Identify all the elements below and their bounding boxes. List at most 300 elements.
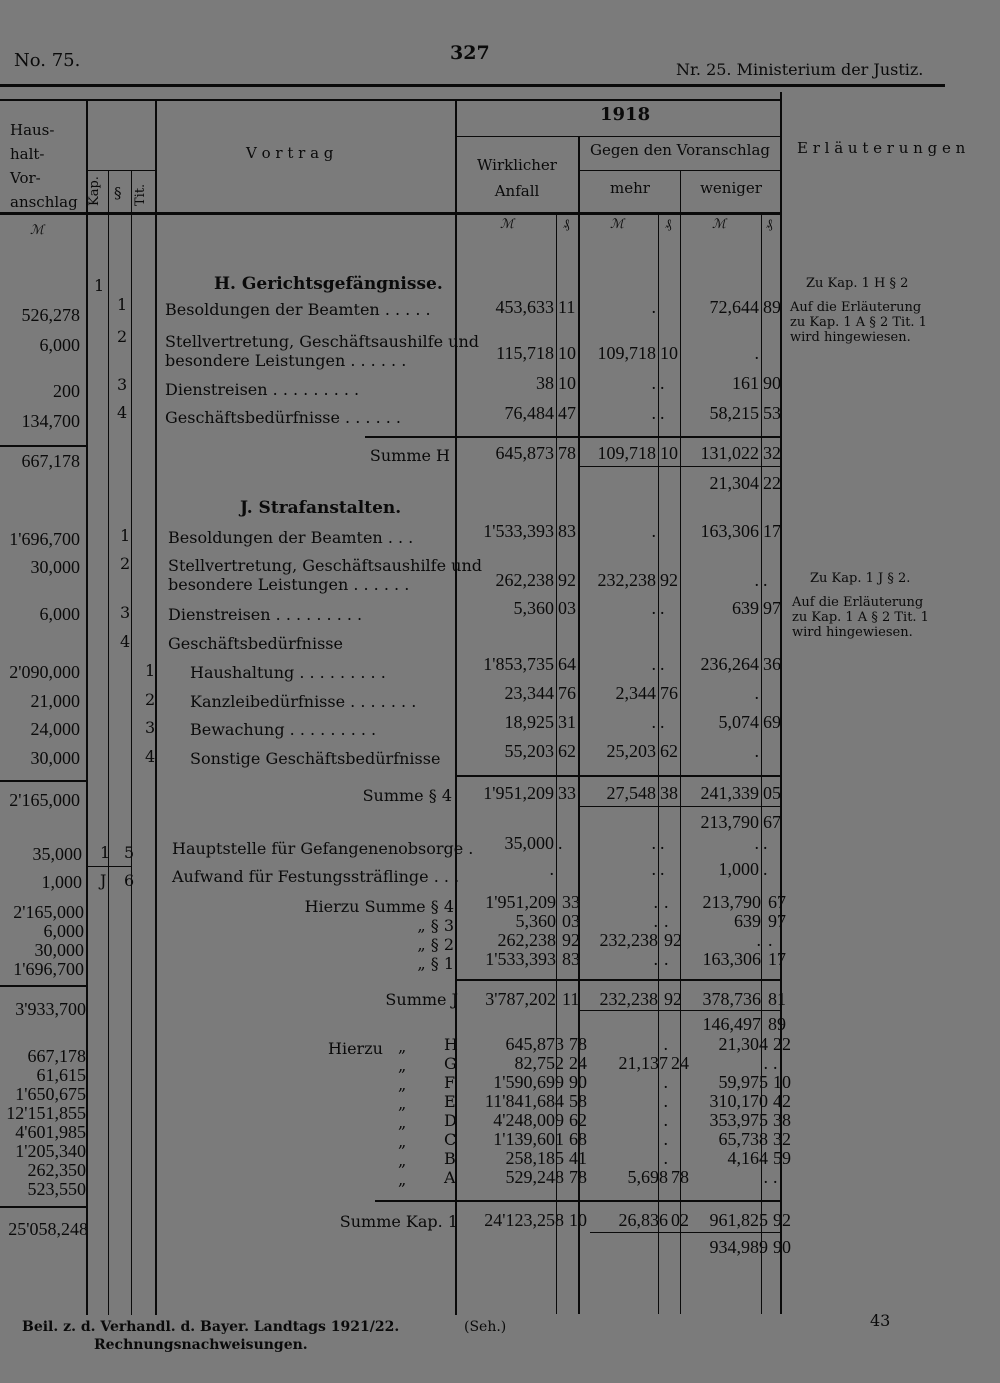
row-less-pf: . [773, 1053, 778, 1073]
row-less: . [754, 741, 759, 761]
sum-h-net-rule [580, 466, 782, 467]
sum4-actual: 1'951,209 [483, 783, 554, 803]
row-less-pf: 42 [773, 1091, 791, 1111]
row-less: 65,738 [718, 1129, 768, 1149]
sum-h-actual: 645,873 [495, 443, 554, 463]
row-paragraph: 1 [117, 295, 128, 314]
row-text: Haushaltung . . . . . . . . . [190, 663, 386, 682]
row-less-pf: 38 [773, 1110, 791, 1130]
sum-h-net: 21,304 [709, 473, 759, 493]
row-actual-pf: 76 [558, 683, 576, 703]
row-less: 59,975 [718, 1072, 768, 1092]
row-actual-pf: 62 [569, 1110, 587, 1130]
row-text: Geschäftsbedürfnisse . . . . . . [165, 408, 401, 427]
more-header: mehr [610, 179, 650, 197]
row-text: Geschäftsbedürfnisse [168, 634, 343, 653]
kap-header-rule [88, 170, 155, 171]
row-more: . [651, 297, 656, 317]
row-actual: 38 [536, 373, 554, 393]
row-actual: 23,344 [504, 683, 554, 703]
row-more: 109,718 [597, 343, 656, 363]
row-more-pf: . [660, 654, 665, 674]
row-more-pf: . [660, 833, 665, 853]
sum-j-more-pf: 92 [664, 989, 682, 1009]
document-number: No. 75. [14, 50, 81, 71]
row-more-pf: 92 [660, 570, 678, 590]
row-more-pf: 78 [671, 1167, 689, 1187]
sum4-rule [455, 775, 782, 777]
row-actual-pf: 31 [558, 712, 576, 732]
row-less: 5,074 [718, 712, 759, 732]
row-actual: 115,718 [496, 343, 554, 363]
sum-j-budget: 3'933,700 [15, 999, 86, 1019]
sum-h-net-pf: 22 [763, 473, 781, 493]
row-less: 4,164 [727, 1148, 768, 1168]
sum-j-net-rule [580, 1010, 782, 1011]
row-less: 58,215 [709, 403, 759, 423]
row-actual-pf: 64 [558, 654, 576, 674]
row-actual: 5,360 [515, 911, 556, 931]
row-less: . [754, 343, 759, 363]
row-less: 639 [732, 598, 759, 618]
row-more-pf: . [664, 949, 669, 969]
unit-pf: ₰ [766, 217, 773, 232]
row-text: Dienstreisen . . . . . . . . . [168, 605, 363, 624]
row-more: . [653, 949, 658, 969]
row-more: 2,344 [615, 683, 656, 703]
row-more-pf: 10 [660, 343, 678, 363]
row-more: 232,238 [597, 570, 656, 590]
row-kap: J [100, 871, 107, 890]
recap-quote: „ [398, 1056, 407, 1075]
recap-letter: H [444, 1035, 458, 1054]
row-paragraph: 5 [124, 843, 135, 862]
row-actual-pf: 83 [562, 949, 580, 969]
row-kap: 1 [100, 843, 111, 862]
sum4-net: 213,790 [700, 812, 759, 832]
row-more: . [651, 373, 656, 393]
row-more: . [651, 521, 656, 541]
row-less-pf: 69 [763, 712, 781, 732]
header-rule [0, 99, 782, 101]
row-actual: 1'533,393 [485, 949, 556, 969]
actual-header: Wirklicher Anfall [477, 156, 557, 200]
col-rule-kap [108, 170, 109, 1315]
page-number: 327 [450, 42, 490, 64]
row-actual-pf: 33 [562, 892, 580, 912]
row-actual: 5,360 [513, 598, 554, 618]
row-budget: 6,000 [39, 335, 80, 355]
tit-header: Tit. [133, 183, 148, 206]
row-budget: 6,000 [43, 921, 84, 941]
sum-h-less: 131,022 [700, 443, 759, 463]
footer-subtitle: Rechnungsnachweisungen. [94, 1337, 308, 1353]
row-budget: 30,000 [30, 748, 80, 768]
sum-j-less: 378,736 [702, 989, 761, 1009]
row-less-pf: 17 [763, 521, 781, 541]
sum-h-rule [365, 436, 782, 438]
recap-letter: C [444, 1130, 457, 1149]
row-budget: 1'650,675 [15, 1084, 86, 1104]
row-less: 213,790 [702, 892, 761, 912]
row-less-pf: 32 [773, 1129, 791, 1149]
sum-kap-rule-budget [0, 1206, 86, 1208]
row-budget: 12'151,855 [6, 1103, 86, 1123]
row-paragraph: 2 [117, 327, 128, 346]
row-text: Stellvertretung, Geschäftsaushilfe und besondere Leistungen . . . . . . [168, 556, 482, 594]
row-less: 639 [734, 911, 761, 931]
row-actual-pf: 78 [569, 1167, 587, 1187]
sum-kap-less: 961,825 [709, 1210, 768, 1230]
row-more-pf: 24 [671, 1053, 689, 1073]
recap-letter: A [444, 1168, 456, 1187]
row-actual: 453,633 [495, 297, 554, 317]
recap-quote: „ [398, 1094, 407, 1113]
recap-quote: „ [398, 1037, 407, 1056]
recap-quote: „ [398, 1113, 407, 1132]
row-actual-pf: 03 [558, 598, 576, 618]
recap-letter: D [444, 1111, 457, 1130]
sum4-less-pf: 05 [763, 783, 781, 803]
sum-h-more-pf: 10 [660, 443, 678, 463]
sum-kap-budget: 25'058,248 [8, 1219, 88, 1239]
row-budget: 2'165,000 [13, 902, 84, 922]
row-more-pf: . [664, 911, 669, 931]
row-budget: 4'601,985 [15, 1122, 86, 1142]
row-actual-pf: 10 [558, 373, 576, 393]
unit-mark: ℳ [712, 217, 726, 232]
row-more: . [653, 892, 658, 912]
par-header: § [114, 184, 122, 202]
recap-letter: G [444, 1054, 457, 1073]
row-actual: 82,752 [514, 1053, 564, 1073]
row-actual-pf: 47 [558, 403, 576, 423]
row-paragraph: 1 [120, 526, 131, 545]
recap-quote: „ [398, 1151, 407, 1170]
sum-kap-actual: 24'123,258 [484, 1210, 564, 1230]
sum-j-rule [455, 979, 782, 981]
sum4-rule-budget [0, 780, 86, 782]
row-less: 1,000 [718, 859, 759, 879]
row-less: 72,644 [709, 297, 759, 317]
row-budget: 21,000 [30, 691, 80, 711]
sum-kap-less-pf: 92 [773, 1210, 791, 1230]
note-h-body: Auf die Erläuterung zu Kap. 1 A § 2 Tit. 1 wird hingewiesen. [790, 300, 927, 345]
row-less-pf: 59 [773, 1148, 791, 1168]
year-rule [455, 136, 780, 137]
col-rule-budget [86, 100, 88, 1315]
sum4-more: 27,548 [606, 783, 656, 803]
sum-kap-rule [375, 1200, 782, 1202]
note-j-title: Zu Kap. 1 J § 2. [810, 571, 911, 586]
sum-j-more: 232,238 [599, 989, 658, 1009]
sum-kap-more: 26,836 [618, 1210, 668, 1230]
kapitel-hierzu: Hierzu [328, 1039, 383, 1058]
row-more-pf: 62 [660, 741, 678, 761]
row-more: 21,137 [618, 1053, 668, 1073]
row-actual-pf: 68 [569, 1129, 587, 1149]
row-more: . [651, 598, 656, 618]
sum-kap-label: Summe Kap. 1 [339, 1212, 458, 1231]
recap-letter: F [444, 1073, 456, 1092]
sum-j-rule-budget [0, 985, 86, 987]
row-more-pf: . [660, 403, 665, 423]
vs-budget-header: Gegen den Voranschlag [589, 141, 771, 159]
row-text: Stellvertretung, Geschäftsaushilfe und besondere Leistungen . . . . . . [165, 332, 479, 370]
row-actual-pf: 78 [569, 1034, 587, 1054]
row-actual-pf: 10 [558, 343, 576, 363]
row-less-pf: 22 [773, 1034, 791, 1054]
row-more-pf: . [660, 373, 665, 393]
row-text: Dienstreisen . . . . . . . . . [165, 380, 360, 399]
sum-j-label: Summe J [385, 990, 458, 1009]
row-less-pf: . [763, 833, 768, 853]
row-budget: 30,000 [30, 557, 80, 577]
unit-mark: ℳ [30, 223, 44, 238]
note-h-title: Zu Kap. 1 H § 2 [806, 276, 909, 291]
row-text: Aufwand für Festungssträflinge . . . [172, 867, 460, 886]
row-less: . [763, 1053, 768, 1073]
row-more: . [663, 1034, 668, 1054]
row-less-pf: 53 [763, 403, 781, 423]
row-less-pf: . [763, 570, 768, 590]
row-title-number: 3 [145, 718, 156, 737]
row-more: . [651, 654, 656, 674]
row-actual-pf: 90 [569, 1072, 587, 1092]
row-actual: 18,925 [504, 712, 554, 732]
row-budget: 200 [53, 381, 80, 401]
row-actual: 1'139,601 [493, 1129, 564, 1149]
row-less-pf: . [763, 859, 768, 879]
row-actual: 645,873 [505, 1034, 564, 1054]
row-actual: 11'841,684 [484, 1091, 564, 1111]
row-paragraph: 2 [120, 554, 131, 573]
kap-j-rule [88, 866, 131, 867]
row-less-pf: 90 [763, 373, 781, 393]
col-rule-par [131, 170, 132, 1315]
row-less: 161 [732, 373, 759, 393]
row-budget: 6,000 [39, 604, 80, 624]
row-less: . [754, 570, 759, 590]
row-more-pf: . [660, 859, 665, 879]
sum4-net-rule [580, 806, 782, 807]
row-actual: 262,238 [495, 570, 554, 590]
footer-sheet-number: 43 [870, 1311, 891, 1330]
row-budget: 667,178 [27, 1046, 86, 1066]
sum-j-net-pf: 89 [768, 1014, 786, 1034]
unit-pf: ₰ [665, 217, 672, 232]
section-h-title: H. Gerichtsgefängnisse. [214, 274, 443, 294]
row-paragraph: 6 [124, 871, 135, 890]
row-less: . [754, 833, 759, 853]
row-budget: 1'696,700 [13, 959, 84, 979]
row-actual: 1'590,699 [493, 1072, 564, 1092]
less-header: weniger [700, 179, 762, 197]
row-more: 25,203 [606, 741, 656, 761]
row-title-number: 4 [145, 747, 156, 766]
sum-j-actual: 3'787,202 [485, 989, 556, 1009]
row-text: Hauptstelle für Gefangenenobsorge . [172, 839, 474, 858]
row-less: . [754, 683, 759, 703]
unit-pf: ₰ [563, 217, 570, 232]
sum-kap-actual-pf: 10 [569, 1210, 587, 1230]
row-title-number: 1 [145, 661, 156, 680]
row-actual: 262,238 [497, 930, 556, 950]
chapter-title: Nr. 25. Ministerium der Justiz. [676, 60, 924, 79]
row-text: Besoldungen der Beamten . . . [168, 528, 414, 547]
row-less-pf: 36 [763, 654, 781, 674]
row-actual-pf: 41 [569, 1148, 587, 1168]
row-more: . [651, 859, 656, 879]
sum4-net-pf: 67 [763, 812, 781, 832]
row-actual: . [549, 859, 554, 879]
sum-kap-net: 934,989 [709, 1237, 768, 1257]
row-less-pf: 89 [763, 297, 781, 317]
row-budget: 35,000 [32, 844, 82, 864]
sum-h-rule-budget [0, 445, 86, 447]
row-budget: 30,000 [34, 940, 84, 960]
row-more-pf: . [664, 892, 669, 912]
row-actual-pf: 92 [562, 930, 580, 950]
sum-kap-more-pf: 02 [671, 1210, 689, 1230]
row-less-pf: 97 [768, 911, 786, 931]
sum-h-label: Summe H [369, 446, 450, 465]
note-j-body: Auf die Erläuterung zu Kap. 1 A § 2 Tit. 1 wird hingewiesen. [792, 595, 929, 640]
row-less: . [756, 930, 761, 950]
recap-label: „ § 1 [417, 954, 454, 973]
footer-source: Beil. z. d. Verhandl. d. Bayer. Landtags 1921/22. [22, 1319, 400, 1335]
row-more: . [651, 712, 656, 732]
row-actual-pf: 92 [558, 570, 576, 590]
row-actual-pf: 83 [558, 521, 576, 541]
row-more-pf: 76 [660, 683, 678, 703]
col-rule-tit [155, 100, 157, 1315]
col-rule-more [680, 170, 681, 1314]
row-more: . [651, 833, 656, 853]
top-rule [0, 84, 945, 87]
row-more-pf: 92 [664, 930, 682, 950]
row-text: Bewachung . . . . . . . . . [190, 720, 377, 739]
sum4-label: Summe § 4 [362, 786, 452, 805]
kap-header: Kap. [87, 176, 102, 206]
row-paragraph: 4 [120, 632, 131, 651]
recap-letter: B [444, 1149, 456, 1168]
recap-quote: „ [398, 1170, 407, 1189]
row-paragraph: 4 [117, 403, 128, 422]
row-less-pf: 97 [763, 598, 781, 618]
recap-quote: „ [398, 1075, 407, 1094]
sum-h-less-pf: 32 [763, 443, 781, 463]
row-less: 310,170 [709, 1091, 768, 1111]
row-less: 163,306 [700, 521, 759, 541]
row-more: . [663, 1148, 668, 1168]
sum-h-actual-pf: 78 [558, 443, 576, 463]
row-actual: 35,000 [504, 833, 554, 853]
row-less-pf: . [773, 1167, 778, 1187]
row-budget: 2'090,000 [9, 662, 80, 682]
row-less: . [763, 1167, 768, 1187]
row-more-pf: . [660, 598, 665, 618]
row-budget: 523,550 [27, 1179, 86, 1199]
unit-mark: ℳ [500, 217, 514, 232]
row-actual-pf: 03 [562, 911, 580, 931]
row-less: 353,975 [709, 1110, 768, 1130]
row-text: Sonstige Geschäftsbedürfnisse [190, 749, 441, 768]
row-more: . [663, 1091, 668, 1111]
year-header: 1918 [600, 104, 651, 125]
row-actual: 1'951,209 [485, 892, 556, 912]
row-budget: 1'205,340 [15, 1141, 86, 1161]
row-more: . [663, 1072, 668, 1092]
kap-number: 1 [94, 276, 105, 295]
recap-label: Hierzu Summe § 4 [304, 897, 454, 916]
header-bottom-rule [0, 212, 782, 215]
sum4-more-pf: 38 [660, 783, 678, 803]
row-less-pf: 17 [768, 949, 786, 969]
row-title-number: 2 [145, 690, 156, 709]
sum4-actual-pf: 33 [558, 783, 576, 803]
row-budget: 24,000 [30, 719, 80, 739]
row-actual-pf: 58 [569, 1091, 587, 1111]
row-actual: 258,185 [505, 1148, 564, 1168]
row-more: . [653, 911, 658, 931]
row-budget: 61,615 [36, 1065, 86, 1085]
row-text: Kanzleibedürfnisse . . . . . . . [190, 692, 417, 711]
row-actual: 1'533,393 [483, 521, 554, 541]
recap-label: „ § 3 [417, 916, 454, 935]
row-actual: 4'248,009 [493, 1110, 564, 1130]
row-actual: 55,203 [504, 741, 554, 761]
row-paragraph: 3 [120, 603, 131, 622]
row-actual: 529,248 [505, 1167, 564, 1187]
sum-h-more: 109,718 [597, 443, 656, 463]
row-budget: 134,700 [21, 411, 80, 431]
budget-header: Haus- halt- Vor- anschlag [10, 121, 78, 211]
sum-kap-net-pf: 90 [773, 1237, 791, 1257]
footer-printer: (Seh.) [464, 1319, 507, 1335]
sum-j-less-pf: 81 [768, 989, 786, 1009]
row-more: . [663, 1110, 668, 1130]
row-more: 5,698 [627, 1167, 668, 1187]
sum-j-actual-pf: 11 [562, 989, 580, 1009]
row-more: . [651, 403, 656, 423]
section-j-title: J. Strafanstalten. [240, 498, 402, 518]
row-actual-pf: 24 [569, 1053, 587, 1073]
row-less: 236,264 [700, 654, 759, 674]
notes-header: E r l ä u t e r u n g e n [797, 139, 966, 157]
row-more-pf: . [660, 712, 665, 732]
row-less-pf: 10 [773, 1072, 791, 1092]
vortrag-header: V o r t r a g [246, 144, 334, 162]
row-budget: 1'696,700 [9, 529, 80, 549]
row-actual-pf: 11 [558, 297, 576, 317]
row-more: . [663, 1129, 668, 1149]
row-actual-pf: . [558, 833, 563, 853]
vs-budget-rule [578, 170, 780, 171]
unit-mark: ℳ [610, 217, 624, 232]
row-actual: 76,484 [504, 403, 554, 423]
recap-label: „ § 2 [417, 935, 454, 954]
row-less-pf: . [768, 930, 773, 950]
row-more: 232,238 [599, 930, 658, 950]
sum-kap-net-rule [590, 1232, 782, 1233]
row-less: 163,306 [702, 949, 761, 969]
recap-letter: E [444, 1092, 456, 1111]
sum-h-budget: 667,178 [21, 451, 80, 471]
row-actual-pf: 62 [558, 741, 576, 761]
row-actual: 1'853,735 [483, 654, 554, 674]
sum4-less: 241,339 [700, 783, 759, 803]
